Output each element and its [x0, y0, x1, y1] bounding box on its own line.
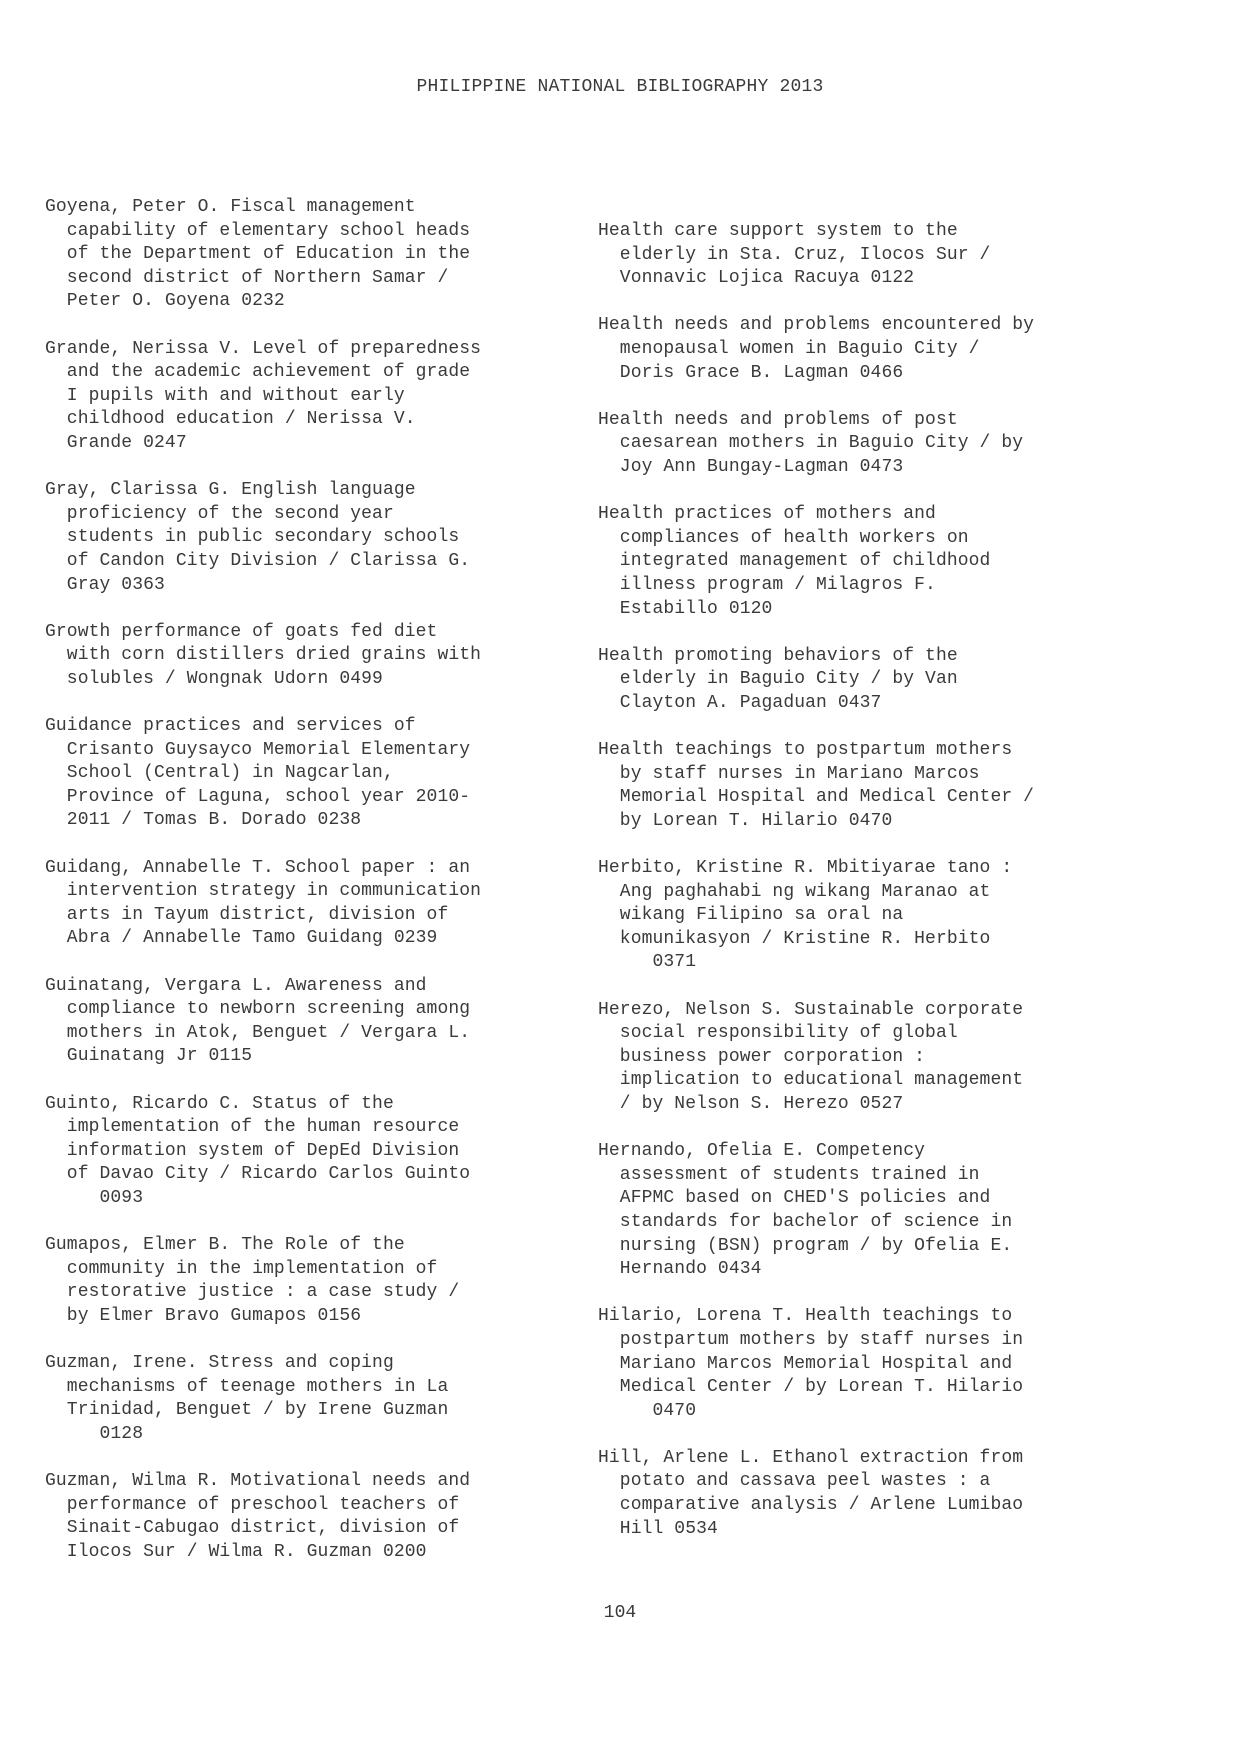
entry-line: Mariano Marcos Memorial Hospital and — [598, 1353, 1013, 1374]
entry-line: information system of DepEd Division — [45, 1140, 460, 1161]
entry-line: nursing (BSN) program / by Ofelia E. — [598, 1235, 1013, 1256]
bibliography-entry — [598, 314, 1158, 385]
bibliography-entry — [598, 220, 1158, 291]
entry-line: Gray 0363 — [45, 574, 165, 595]
entry-line: restorative justice : a case study / — [45, 1282, 460, 1303]
bibliography-entry — [45, 1093, 605, 1211]
entry-line: Hill 0534 — [598, 1518, 718, 1539]
entry-line: Province of Laguna, school year 2010- — [45, 786, 471, 807]
entry-line: / by Nelson S. Herezo 0527 — [598, 1093, 904, 1114]
bibliography-entry — [45, 1352, 605, 1446]
entry-line: Hill, Arlene L. Ethanol extraction from — [598, 1447, 1024, 1468]
entry-line: of Candon City Division / Clarissa G. — [45, 550, 471, 571]
entry-line: childhood education / Nerissa V. — [45, 409, 416, 430]
entry-line: mothers in Atok, Benguet / Vergara L. — [45, 1022, 471, 1043]
entry-line: compliance to newborn screening among — [45, 999, 471, 1020]
entry-line: integrated management of childhood — [598, 551, 991, 572]
right-column — [598, 220, 1158, 1565]
entry-line: Health needs and problems of post — [598, 409, 958, 430]
bibliography-entry — [598, 1305, 1158, 1423]
entry-line: Guzman, Wilma R. Motivational needs and — [45, 1471, 471, 1492]
entry-line: caesarean mothers in Baguio City / by — [598, 433, 1024, 454]
entry-line: standards for bachelor of science in — [598, 1211, 1013, 1232]
entry-line: Herbito, Kristine R. Mbitiyarae tano : — [598, 858, 1013, 879]
bibliography-entry — [45, 479, 605, 597]
bibliography-entry — [598, 503, 1158, 621]
entry-line: elderly in Baguio City / by Van — [598, 669, 958, 690]
entry-line: Guinto, Ricardo C. Status of the — [45, 1093, 394, 1114]
entry-line: Guidang, Annabelle T. School paper : an — [45, 857, 471, 878]
entry-line: Memorial Hospital and Medical Center / — [598, 787, 1035, 808]
bibliography-entry — [45, 621, 605, 692]
bibliography-entry — [45, 715, 605, 833]
entry-line: implementation of the human resource — [45, 1117, 460, 1138]
entry-line: Ang paghahabi ng wikang Maranao at — [598, 881, 991, 902]
entry-line: Gray, Clarissa G. English language — [45, 480, 416, 501]
bibliography-entry — [45, 975, 605, 1069]
bibliography-entry — [598, 645, 1158, 716]
entry-line: Trinidad, Benguet / by Irene Guzman — [45, 1400, 449, 1421]
bibliography-entry — [45, 1470, 605, 1564]
entry-line: compliances of health workers on — [598, 527, 969, 548]
entry-line: 0093 — [45, 1187, 144, 1208]
entry-line: Growth performance of goats fed diet — [45, 621, 438, 642]
entry-line: Sinait-Cabugao district, division of — [45, 1518, 460, 1539]
entry-line: menopausal women in Baguio City / — [598, 338, 980, 359]
entry-line: School (Central) in Nagcarlan, — [45, 763, 394, 784]
entry-line: Doris Grace B. Lagman 0466 — [598, 362, 904, 383]
entry-line: social responsibility of global — [598, 1023, 958, 1044]
entry-line: Gumapos, Elmer B. The Role of the — [45, 1235, 405, 1256]
entry-line: performance of preschool teachers of — [45, 1494, 460, 1515]
entry-line: and the academic achievement of grade — [45, 362, 471, 383]
entry-line: postpartum mothers by staff nurses in — [598, 1329, 1024, 1350]
entry-line: 0371 — [598, 952, 697, 973]
entry-line: students in public secondary schools — [45, 527, 460, 548]
entry-line: by Lorean T. Hilario 0470 — [598, 810, 893, 831]
entry-line: 2011 / Tomas B. Dorado 0238 — [45, 810, 362, 831]
entry-line: of the Department of Education in the — [45, 244, 471, 265]
entry-line: wikang Filipino sa oral na — [598, 905, 904, 926]
entry-line: elderly in Sta. Cruz, Ilocos Sur / — [598, 244, 991, 265]
bibliography-entry — [598, 999, 1158, 1117]
entry-line: komunikasyon / Kristine R. Herbito — [598, 928, 991, 949]
entry-line: Grande, Nerissa V. Level of preparedness — [45, 338, 482, 359]
entry-line: potato and cassava peel wastes : a — [598, 1471, 991, 1492]
entry-line: Guinatang, Vergara L. Awareness and — [45, 975, 427, 996]
entry-line: solubles / Wongnak Udorn 0499 — [45, 668, 383, 689]
entry-line: intervention strategy in communication — [45, 881, 482, 902]
bibliography-entry — [598, 1447, 1158, 1541]
entry-line: Herezo, Nelson S. Sustainable corporate — [598, 999, 1024, 1020]
running-header: PHILIPPINE NATIONAL BIBLIOGRAPHY 2013 — [416, 77, 824, 97]
entry-line: Crisanto Guysayco Memorial Elementary — [45, 739, 471, 760]
entry-line: Hilario, Lorena T. Health teachings to — [598, 1306, 1013, 1327]
bibliography-entry — [598, 857, 1158, 975]
entry-line: Hernando, Ofelia E. Competency — [598, 1141, 926, 1162]
bibliography-entry — [598, 409, 1158, 480]
entry-line: I pupils with and without early — [45, 385, 405, 406]
entry-line: second district of Northern Samar / — [45, 267, 449, 288]
entry-line: 0128 — [45, 1423, 144, 1444]
entry-line: Clayton A. Pagaduan 0437 — [598, 692, 882, 713]
entry-line: illness program / Milagros F. — [598, 574, 936, 595]
entry-line: Health promoting behaviors of the — [598, 645, 958, 666]
entry-line: Health teachings to postpartum mothers — [598, 740, 1013, 761]
entry-line: AFPMC based on CHED'S policies and — [598, 1188, 991, 1209]
entry-line: implication to educational management — [598, 1070, 1024, 1091]
entry-line: proficiency of the second year — [45, 503, 394, 524]
entry-line: assessment of students trained in — [598, 1164, 980, 1185]
entry-line: Joy Ann Bungay-Lagman 0473 — [598, 456, 904, 477]
entry-line: Ilocos Sur / Wilma R. Guzman 0200 — [45, 1541, 427, 1562]
entry-line: Health care support system to the — [598, 221, 958, 241]
bibliography-entry — [45, 196, 605, 314]
bibliography-entry — [45, 338, 605, 456]
entry-line: 0470 — [598, 1400, 697, 1421]
entry-line: Grande 0247 — [45, 432, 187, 453]
entry-line: Medical Center / by Lorean T. Hilario — [598, 1377, 1024, 1398]
entry-line: Health needs and problems encountered by — [598, 315, 1035, 336]
entry-line: business power corporation : — [598, 1046, 926, 1067]
bibliography-entry — [598, 739, 1158, 833]
entry-line: Health practices of mothers and — [598, 504, 936, 525]
entry-line: capability of elementary school heads — [45, 220, 471, 241]
entry-line: Goyena, Peter O. Fiscal management — [45, 197, 416, 217]
page-number: 104 — [603, 1603, 637, 1623]
bibliography-entry — [598, 1140, 1158, 1282]
entry-line: arts in Tayum district, division of — [45, 904, 449, 925]
bibliography-entry — [45, 857, 605, 951]
entry-line: comparative analysis / Arlene Lumibao — [598, 1495, 1024, 1516]
entry-line: Hernando 0434 — [598, 1259, 762, 1280]
left-column — [45, 196, 605, 1588]
entry-line: Peter O. Goyena 0232 — [45, 291, 285, 312]
entry-line: by staff nurses in Mariano Marcos — [598, 763, 980, 784]
entry-line: Guzman, Irene. Stress and coping — [45, 1353, 394, 1374]
entry-line: Abra / Annabelle Tamo Guidang 0239 — [45, 928, 438, 949]
entry-line: Guinatang Jr 0115 — [45, 1046, 253, 1067]
entry-line: of Davao City / Ricardo Carlos Guinto — [45, 1164, 471, 1185]
entry-line: with corn distillers dried grains with — [45, 645, 482, 666]
entry-line: Guidance practices and services of — [45, 716, 416, 737]
entry-line: community in the implementation of — [45, 1258, 438, 1279]
entry-line: Vonnavic Lojica Racuya 0122 — [598, 268, 915, 289]
entry-line: Estabillo 0120 — [598, 598, 773, 619]
entry-line: mechanisms of teenage mothers in La — [45, 1376, 449, 1397]
entry-line: by Elmer Bravo Gumapos 0156 — [45, 1305, 362, 1326]
bibliography-entry — [45, 1234, 605, 1328]
